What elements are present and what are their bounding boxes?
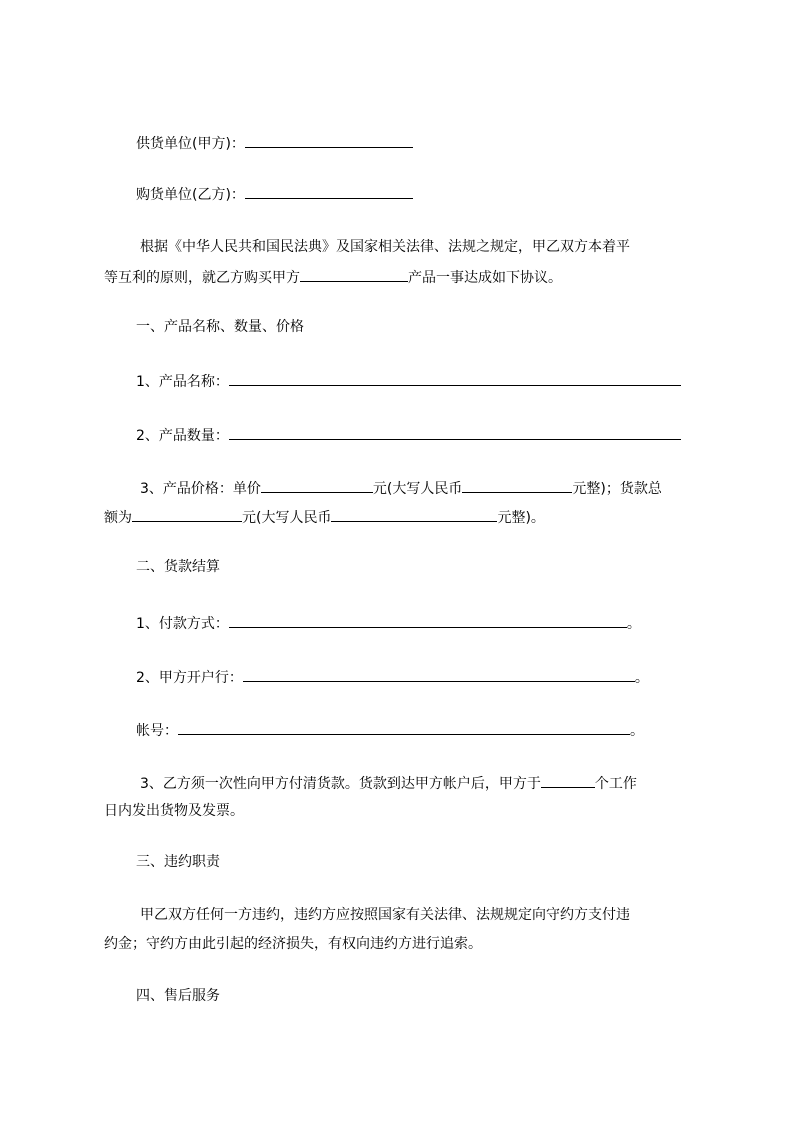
intro-text-3: 产品一事达成如下协议。	[408, 270, 562, 286]
account-line	[136, 719, 644, 741]
payment-method-blank[interactable]	[229, 612, 627, 628]
unit-price-blank[interactable]	[261, 477, 373, 493]
account-blank[interactable]	[178, 719, 630, 735]
product-name-line	[136, 370, 681, 392]
supplier-line	[136, 132, 413, 154]
total-zheng: 元整)。	[497, 510, 545, 526]
product-price-label: 3、产品价格：单价	[140, 481, 261, 497]
payment-clause-line-1	[140, 772, 637, 794]
intro-text-2: 等互利的原则，就乙方购买甲方	[104, 270, 300, 286]
breach-line-1: 甲乙双方任何一方违约，违约方应按照国家有关法律、法规规定向守约方支付违	[140, 907, 630, 923]
payment-method-label: 1、付款方式：	[136, 616, 229, 632]
section3-heading: 三、违约职责	[136, 854, 220, 870]
bank-blank[interactable]	[243, 666, 635, 682]
product-quantity-line	[136, 424, 681, 446]
account-label: 帐号：	[136, 723, 178, 739]
payment-clause-text-1: 3、乙方须一次性向甲方付清货款。货款到达甲方帐户后，甲方于	[140, 776, 541, 792]
buyer-blank[interactable]	[245, 183, 413, 199]
payment-clause-text-2: 个工作	[594, 776, 637, 792]
product-quantity-label: 2、产品数量：	[136, 428, 229, 444]
payment-method-period: 。	[626, 616, 641, 632]
supplier-blank[interactable]	[245, 132, 413, 148]
buyer-line	[136, 183, 413, 205]
section2-heading: 二、货款结算	[136, 559, 220, 575]
breach-line-2: 约金；守约方由此引起的经济损失，有权向违约方进行追索。	[104, 936, 482, 952]
total-uppercase-blank[interactable]	[331, 506, 497, 522]
intro-text-1: 根据《中华人民共和国民法典》及国家相关法律、法规之规定，甲乙双方本着平	[140, 239, 630, 255]
account-period: 。	[630, 723, 644, 739]
supplier-label: 供货单位(甲方)：	[136, 136, 245, 152]
product-quantity-blank[interactable]	[229, 424, 681, 440]
buyer-label: 购货单位(乙方)：	[136, 187, 245, 203]
unit-price-zheng: 元整)；货款总	[572, 481, 662, 497]
bank-line	[136, 666, 649, 688]
unit-price-yuan: 元(大写人民币	[372, 481, 463, 497]
product-price-line-2	[104, 506, 545, 528]
unit-price-uppercase-blank[interactable]	[462, 477, 572, 493]
payment-clause-line-2: 日内发出货物及发票。	[104, 803, 244, 819]
intro-line-1	[140, 237, 630, 257]
total-yuan: 元(大写人民币	[242, 510, 332, 526]
total-label: 额为	[104, 510, 132, 526]
product-name-label: 1、产品名称：	[136, 374, 229, 390]
intro-line-2	[104, 266, 562, 288]
bank-period: 。	[634, 670, 649, 686]
workdays-blank[interactable]	[541, 772, 595, 788]
product-price-line-1	[140, 477, 662, 499]
section4-heading: 四、售后服务	[136, 988, 220, 1004]
product-blank[interactable]	[300, 266, 408, 282]
bank-label: 2、甲方开户行：	[136, 670, 243, 686]
section1-heading: 一、产品名称、数量、价格	[136, 319, 304, 335]
total-blank[interactable]	[132, 506, 242, 522]
payment-method-line	[136, 612, 641, 634]
product-name-blank[interactable]	[229, 370, 681, 386]
